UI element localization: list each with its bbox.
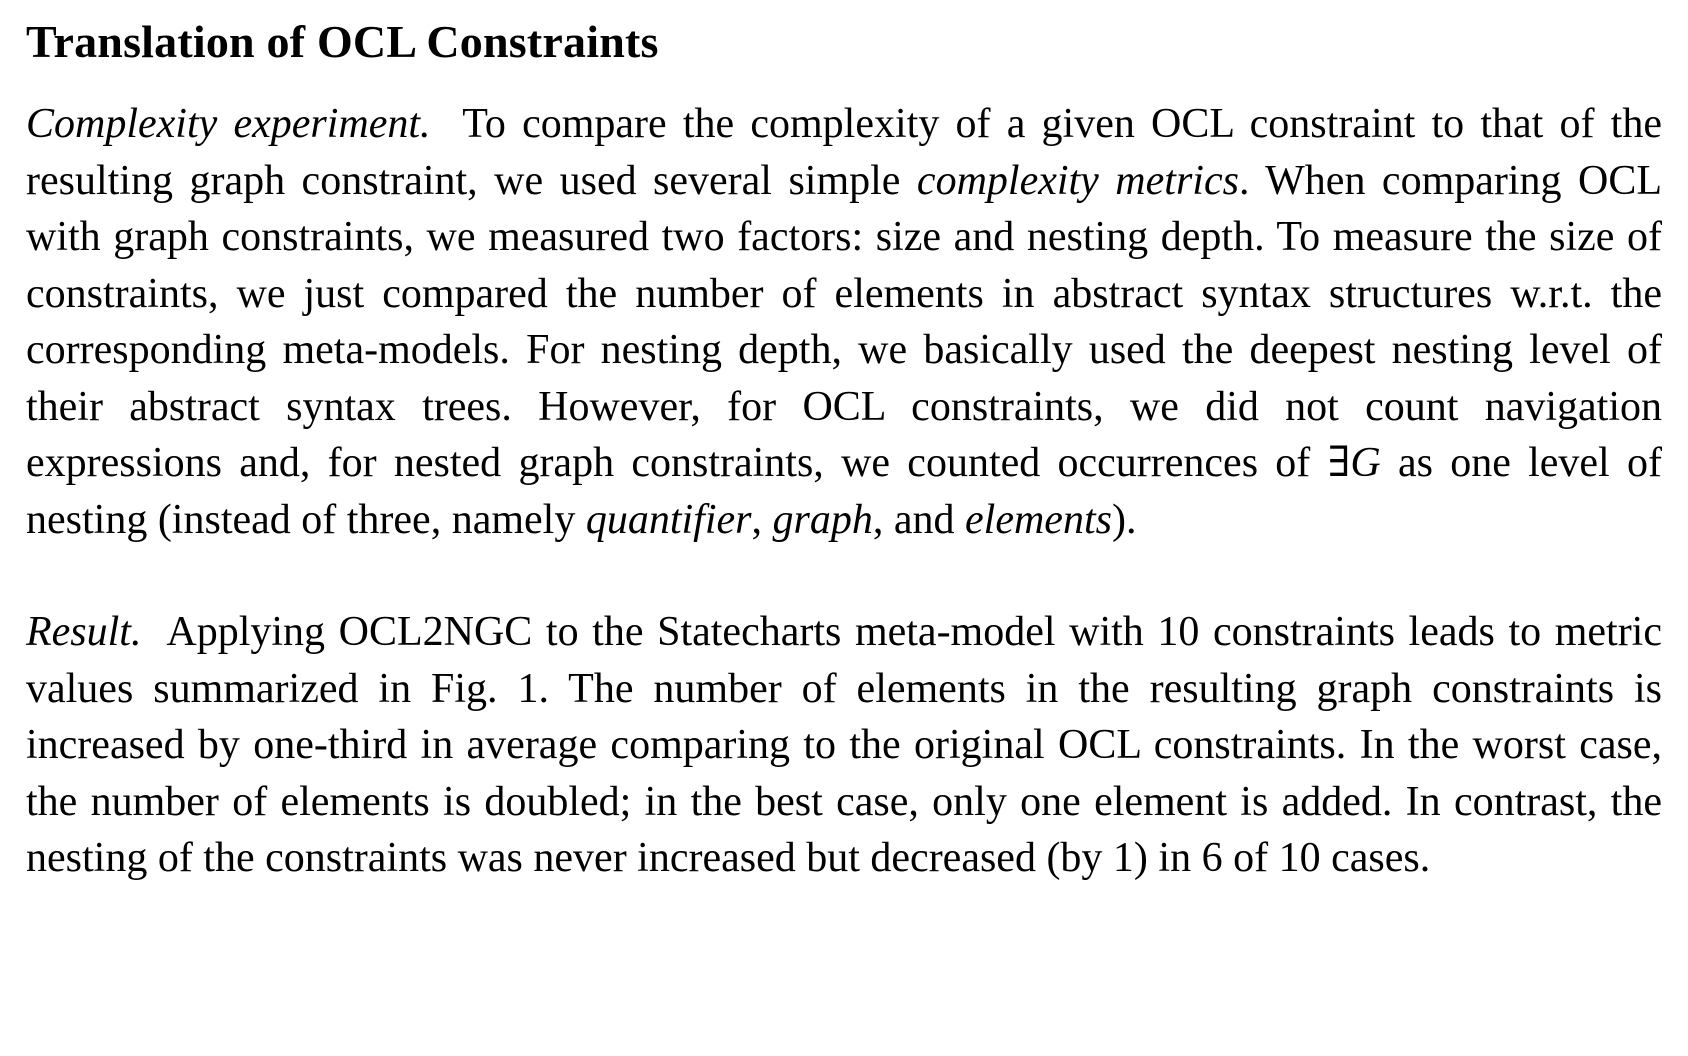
paragraph-text: as one level of nesting (instead of three, namely	[26, 440, 1662, 543]
emphasized-term: graph	[772, 496, 873, 543]
math-expression: ∃G	[1327, 440, 1381, 486]
paragraph-text: ,	[751, 496, 773, 543]
section-title: Translation of OCL Constraints	[26, 16, 659, 67]
paragraph-lead-result: Result.	[26, 609, 142, 655]
complexity-experiment-paragraph	[26, 96, 1662, 548]
emphasized-term: elements	[965, 496, 1112, 543]
paragraph-text: Applying OCL2NGC to the Statecharts meta-model with 10 constraints leads to metric values summarized in Fig. 1. The number of elements in the resulting graph constraints is increased by one-third in average comparing to the original OCL constraints. In the worst case, the number of elements is doubled; in the best case, only one element is added. In contrast, the nesting of the constraints was never increased but decreased (by 1) in 6 of 10 cases.	[26, 609, 1662, 881]
paragraph-text: . When comparing OCL with graph constraints, we measured two factors: size and nesting depth. To measure the size of constraints, we just compared the number of elements in abstract syntax structures w.r.t. the corresponding meta-models. For nesting depth, we basically used the deepest nesting level of their abstract syntax trees. However, for OCL constraints, we did not count navigation expressions and, for nested graph constraints, we counted occurrences of	[26, 157, 1663, 486]
paragraph-text: To compare the complexity of a given OCL constraint to that of the resulting graph constraint, we used several simple	[26, 101, 1662, 204]
result-paragraph	[26, 604, 1662, 887]
paragraph-text: ).	[1111, 496, 1137, 543]
document-page	[26, 12, 1662, 887]
paragraph-lead-complexity: Complexity experiment.	[26, 101, 431, 147]
paragraph-text: , and	[872, 496, 966, 543]
emphasized-term: quantifier	[585, 496, 752, 543]
emphasized-term: complexity metrics	[916, 157, 1239, 204]
